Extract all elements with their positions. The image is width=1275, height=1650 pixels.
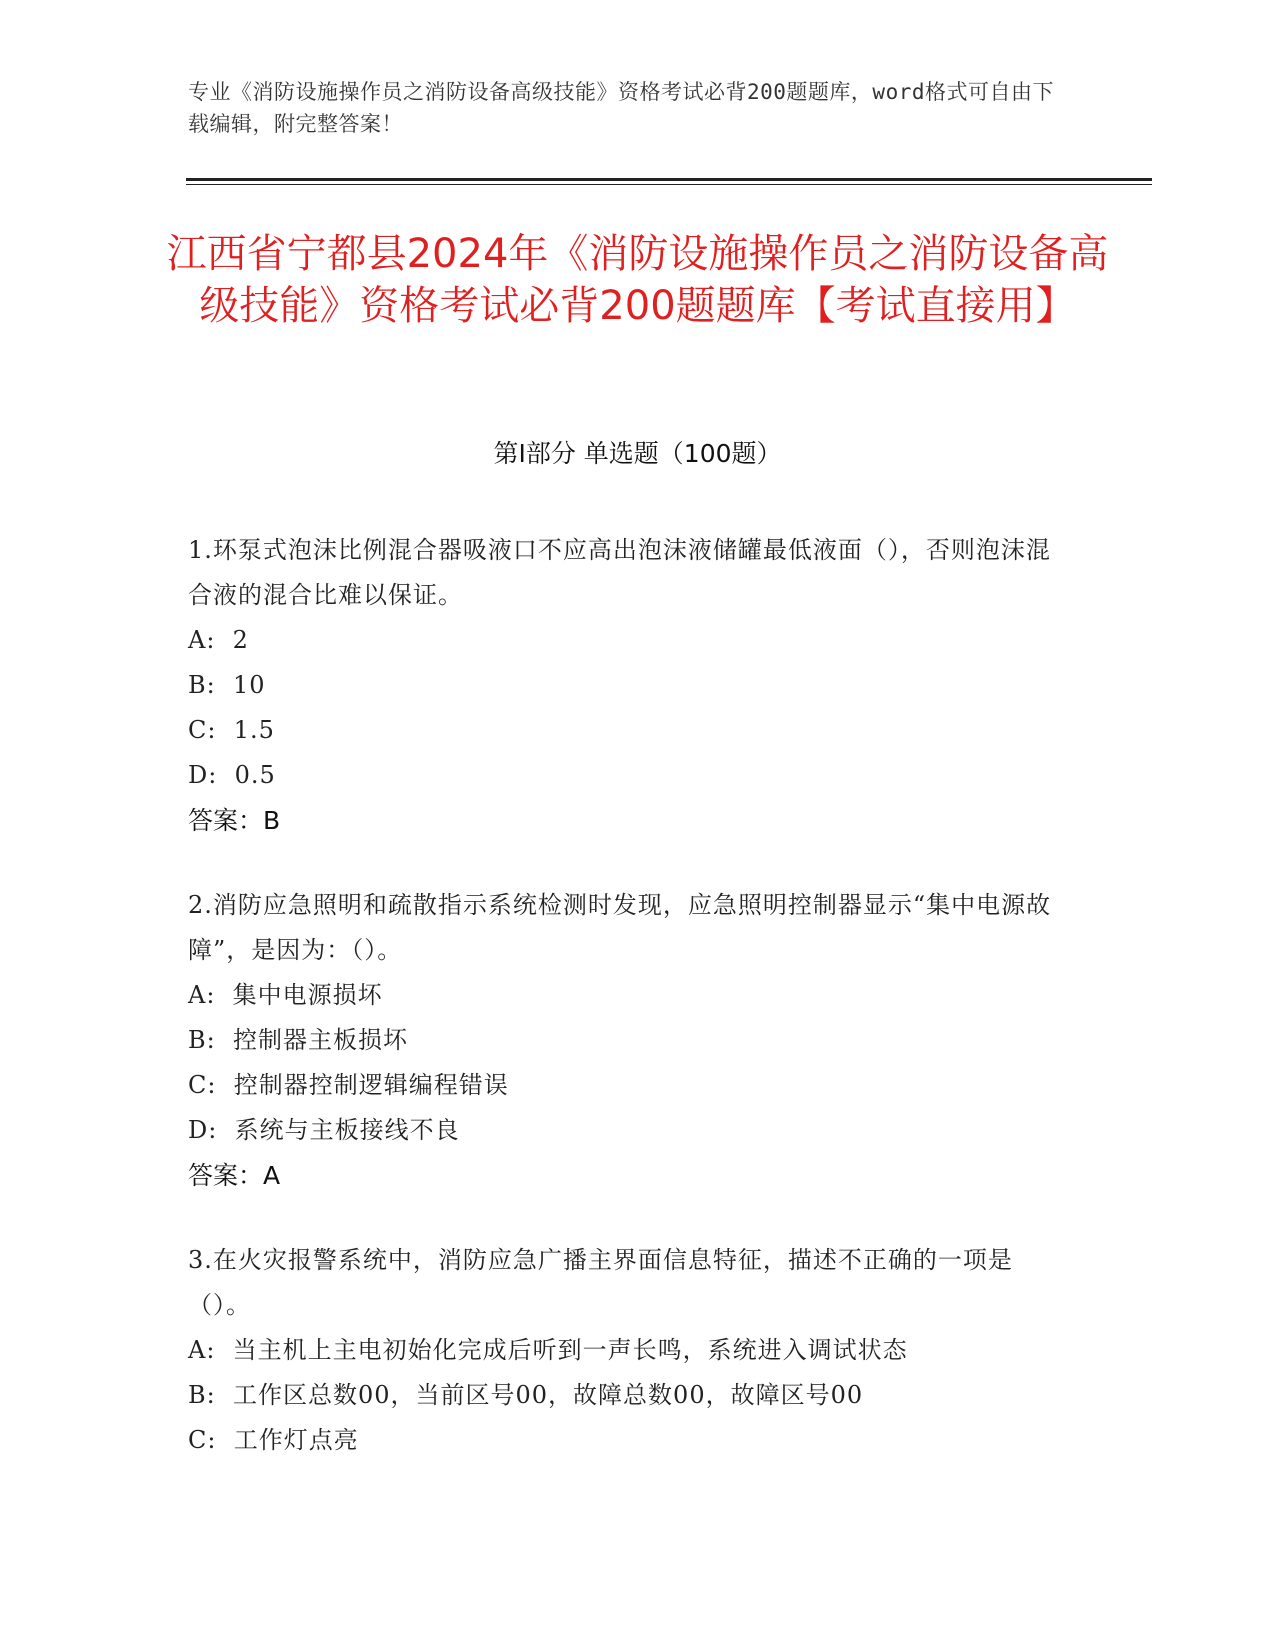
section-heading: 第I部分 单选题（100题）: [493, 439, 782, 468]
question-list: [188, 528, 1068, 1503]
answer: 答案：A: [188, 1161, 281, 1190]
question-stem: 1.环泵式泡沫比例混合器吸液口不应高出泡沫液储罐最低液面（），否则泡沫混合液的混合比难以保证。: [188, 536, 1051, 609]
option-b: B: 工作区总数00，当前区号00，故障总数00，故障区号00: [188, 1381, 864, 1409]
option-d: D: 系统与主板接线不良: [188, 1116, 460, 1144]
option-c: C: 工作灯点亮: [188, 1426, 359, 1454]
header-divider-thin: [186, 184, 1152, 185]
question-1: [188, 528, 1068, 843]
header-divider-thick: [186, 178, 1152, 181]
answer: 答案：B: [188, 806, 281, 835]
option-b: B: 控制器主板损坏: [188, 1026, 408, 1054]
question-stem: 2.消防应急照明和疏散指示系统检测时发现，应急照明控制器显示“集中电源故障”，是因为：（）。: [188, 891, 1052, 964]
document-title: 江西省宁都县2024年《消防设施操作员之消防设备高级技能》资格考试必背200题题库【考试直接用】: [166, 231, 1109, 329]
header-note: 专业《消防设施操作员之消防设备高级技能》资格考试必背200题题库，word格式可自由下载编辑，附完整答案！: [188, 80, 1054, 136]
question-2: [188, 883, 1068, 1198]
option-a: A: 2: [188, 626, 249, 654]
question-stem: 3.在火灾报警系统中，消防应急广播主界面信息特征，描述不正确的一项是（）。: [188, 1246, 1013, 1319]
option-b: B: 10: [188, 671, 266, 699]
question-3: [188, 1238, 1068, 1463]
option-a: A: 当主机上主电初始化完成后听到一声长鸣，系统进入调试状态: [188, 1336, 908, 1364]
option-c: C: 控制器控制逻辑编程错误: [188, 1071, 509, 1099]
option-d: D: 0.5: [188, 761, 276, 789]
option-a: A: 集中电源损坏: [188, 981, 383, 1009]
option-c: C: 1.5: [188, 716, 275, 744]
